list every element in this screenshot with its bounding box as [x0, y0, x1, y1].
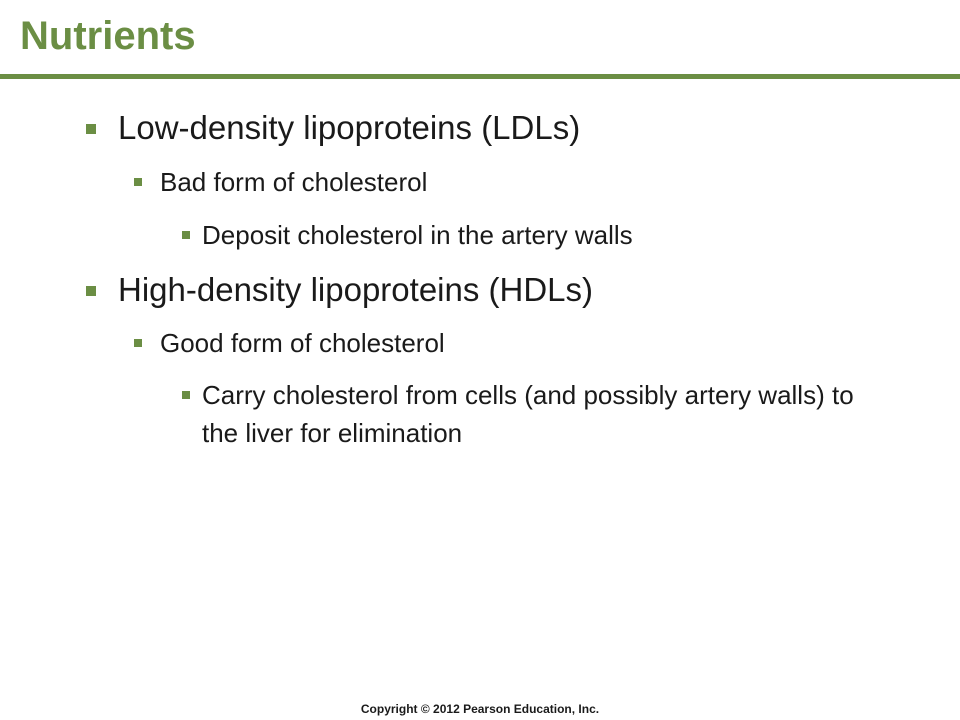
bullet-text: Low-density lipoproteins (LDLs) — [118, 109, 581, 146]
bullet-ldl-deposit — [182, 216, 633, 254]
square-bullet-icon — [86, 286, 96, 296]
slide-title: Nutrients — [20, 14, 196, 58]
square-bullet-icon — [134, 178, 142, 186]
bullet-text: Deposit cholesterol in the artery walls — [202, 220, 633, 250]
square-bullet-icon — [182, 391, 190, 399]
bullet-ldl-bad-form — [134, 165, 427, 199]
bullet-text: Good form of cholesterol — [160, 328, 445, 358]
title-divider — [0, 74, 960, 79]
bullet-text: High-density lipoproteins (HDLs) — [118, 271, 594, 308]
bullet-ldl — [86, 108, 580, 148]
bullet-text: Bad form of cholesterol — [160, 167, 428, 197]
bullet-hdl-good-form — [134, 326, 445, 360]
square-bullet-icon — [182, 231, 190, 239]
bullet-hdl — [86, 270, 593, 310]
square-bullet-icon — [86, 124, 96, 134]
bullet-hdl-carry — [182, 376, 882, 452]
bullet-text: Carry cholesterol from cells (and possibly artery walls) to the liver for elimination — [202, 380, 854, 448]
copyright-notice: Copyright © 2012 Pearson Education, Inc. — [360, 702, 600, 716]
square-bullet-icon — [134, 339, 142, 347]
